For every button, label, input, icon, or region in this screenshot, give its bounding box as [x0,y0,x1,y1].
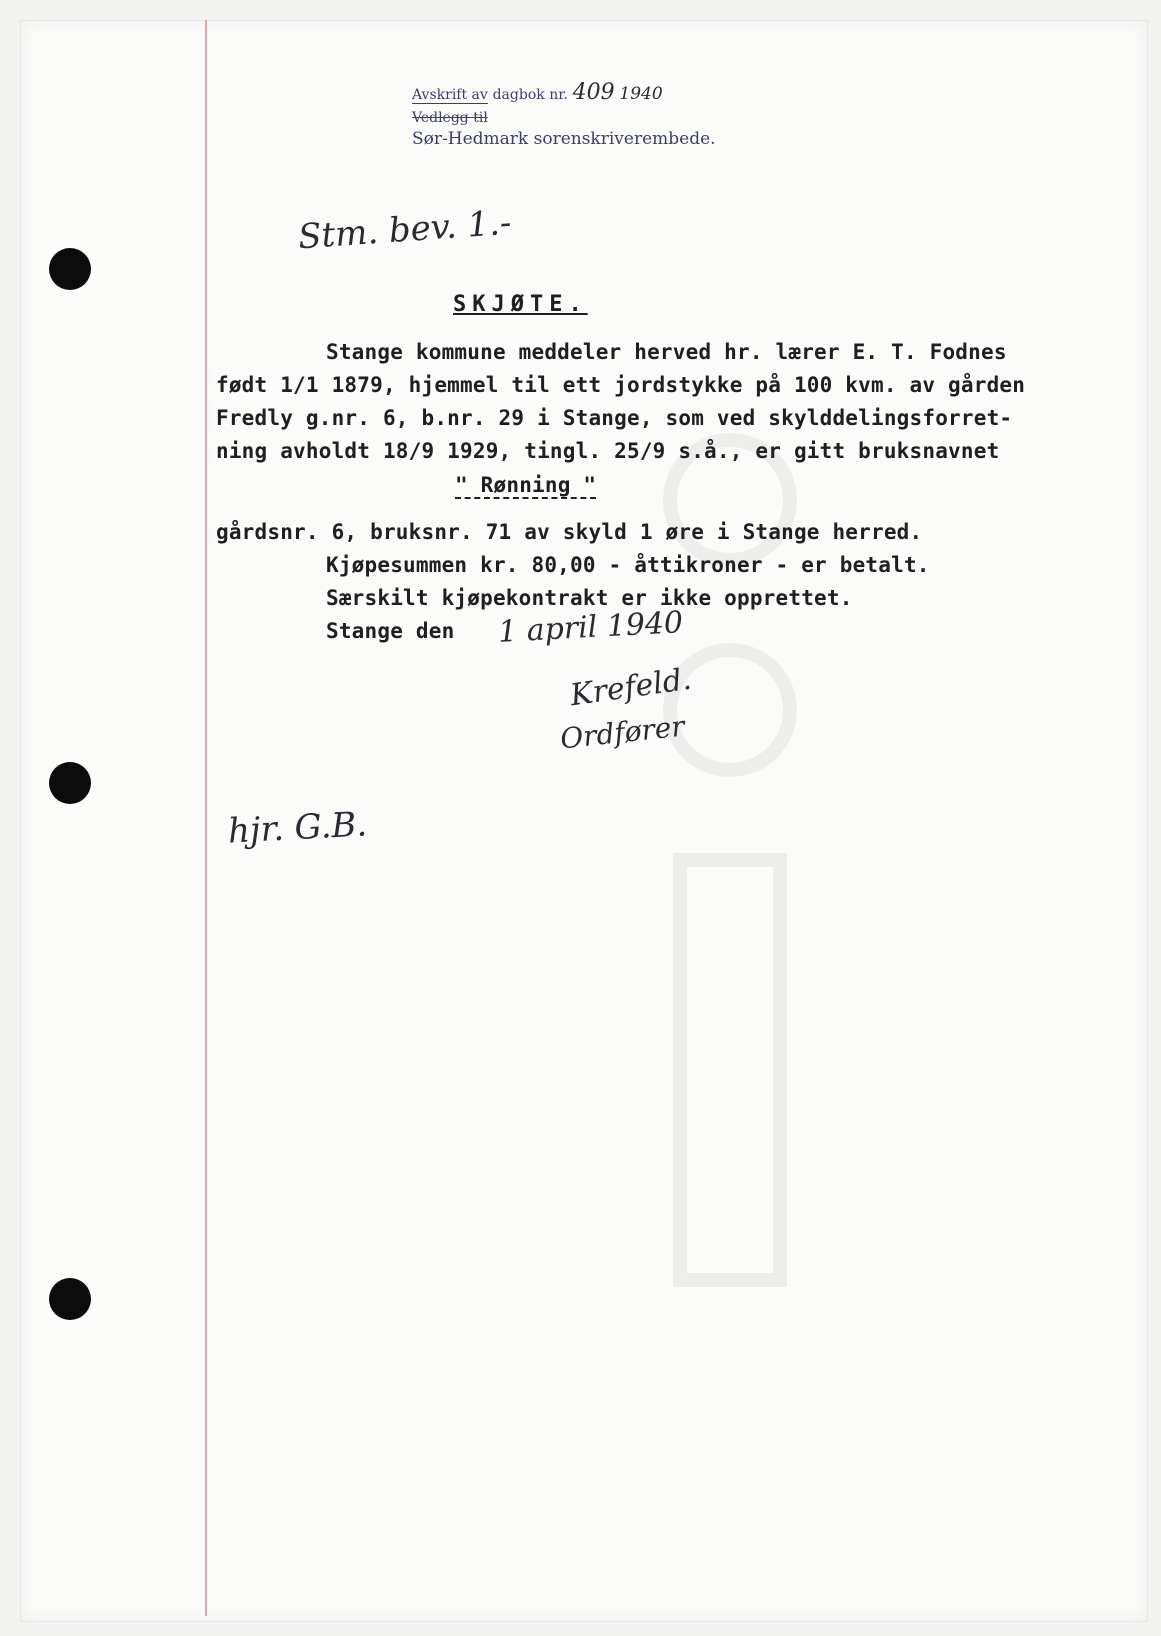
handwritten-date: 1 april 1940 [497,605,684,650]
registry-stamp [412,78,716,152]
gardsnr-line: gårdsnr. 6, bruksnr. 71 av skyld 1 øre i Stange herred. [216,520,923,544]
punch-hole-middle [49,762,91,804]
stamp-dagbok-number: 409 [572,80,615,105]
signature-title: Ordfører [558,709,687,756]
property-name [455,473,596,497]
document-page [20,20,1148,1622]
margin-line [205,20,207,1616]
stamp-avskrift: Avskrift av [412,87,488,103]
paragraph-line-2: født 1/1 1879, hjemmel til ett jordstykke på 100 kvm. av gården [216,373,1026,397]
punch-hole-bottom [49,1278,91,1320]
place-line: Stange den [326,619,455,643]
stamp-office: Sør-Hedmark sorenskriverembede. [412,129,716,150]
signature-name: Krefeld. [568,661,694,714]
kjopesum-line: Kjøpesummen kr. 80,00 - åttikroner - er betalt. [326,553,930,577]
stamp-dagbok: dagbok nr. [492,87,568,103]
property-name-text: " Rønning " [455,473,597,497]
kontrakt-line: Særskilt kjøpekontrakt er ikke opprettet. [326,586,853,610]
stamp-year: 1940 [619,84,663,104]
document-title: SKJØTE. [453,292,588,317]
handwritten-top-note: Stm. bev. 1.- [296,202,513,258]
stamp-vedlegg: Vedlegg til [412,109,488,126]
punch-hole-top [49,248,91,290]
paragraph-line-4: ning avholdt 18/9 1929, tingl. 25/9 s.å., er gitt bruksnavnet [216,439,1000,463]
paragraph-line-1: Stange kommune meddeler herved hr. lærer E. T. Fodnes [326,340,1007,364]
handwritten-bottom-note: hjr. G.B. [227,804,369,852]
paragraph-line-3: Fredly g.nr. 6, b.nr. 29 i Stange, som ved skylddelingsforret- [216,406,1013,430]
